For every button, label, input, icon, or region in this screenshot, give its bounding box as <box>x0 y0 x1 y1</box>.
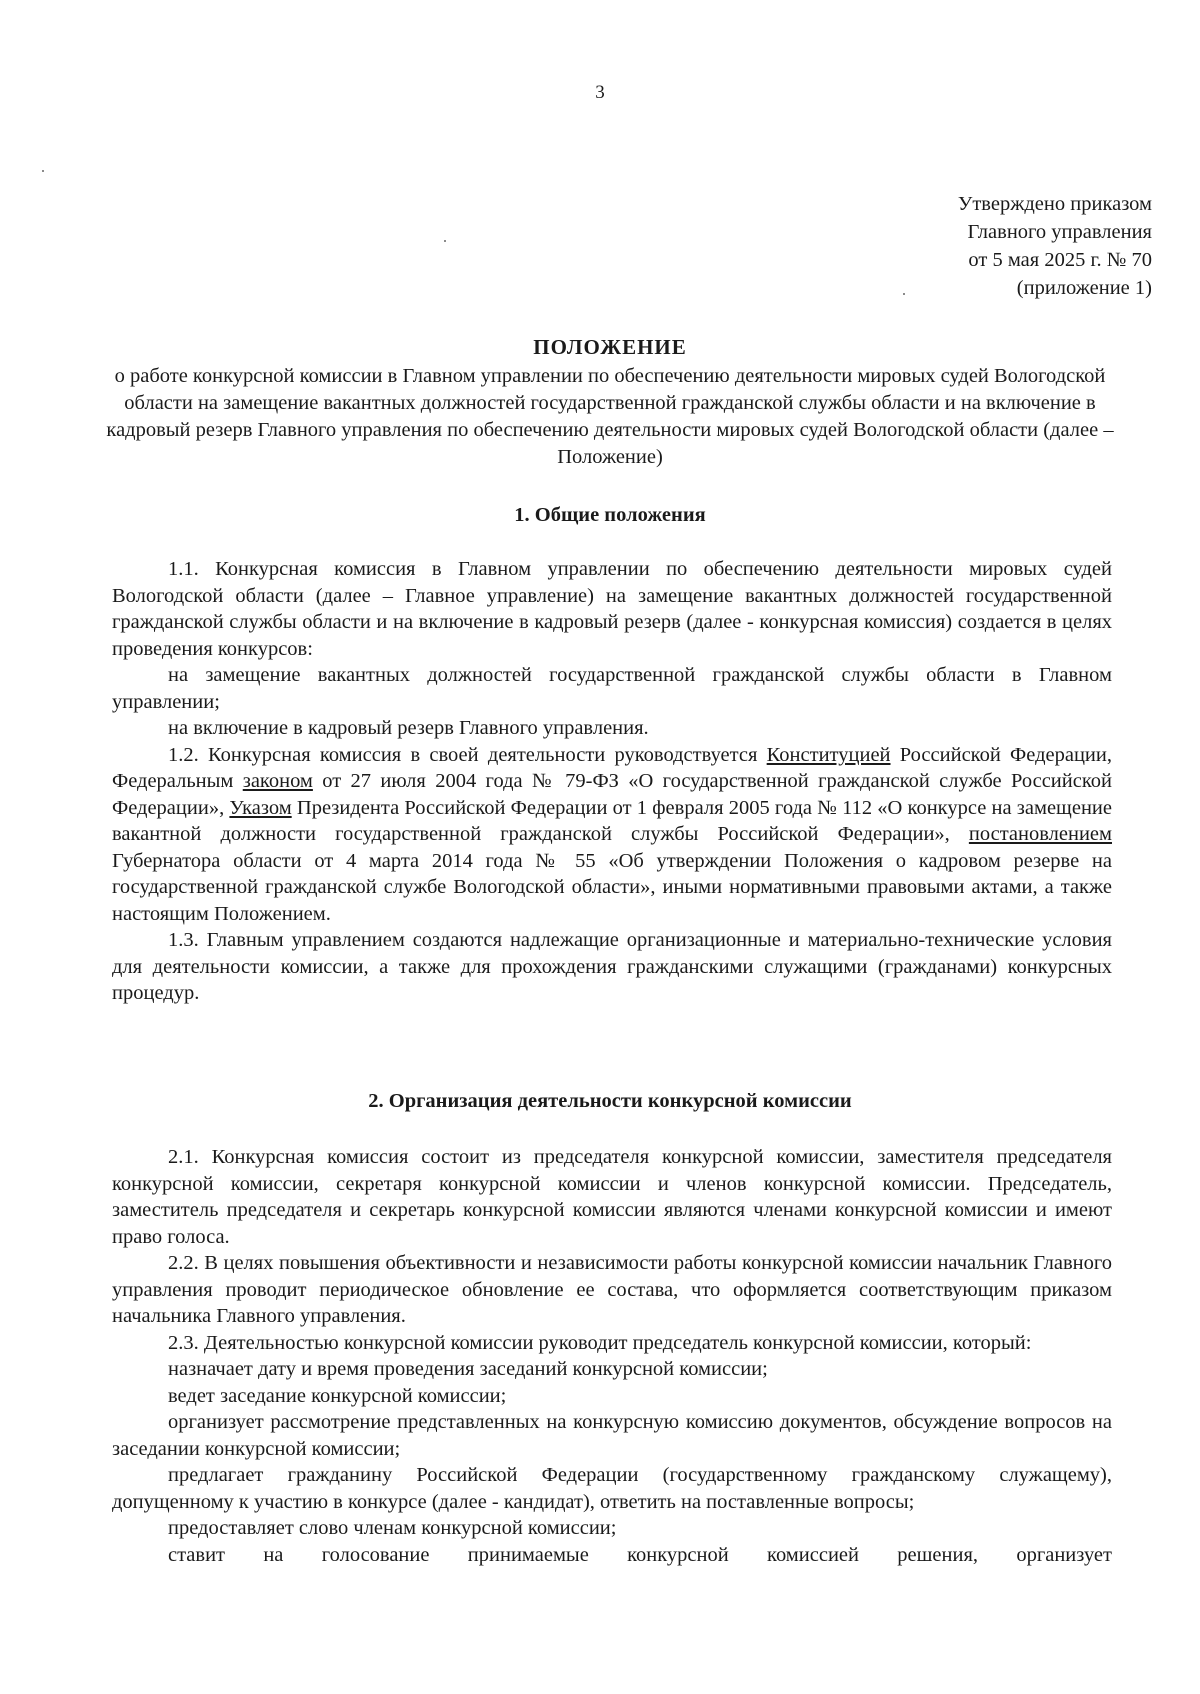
constitution-link[interactable]: Конституцией <box>766 743 891 766</box>
section-2-body <box>112 1144 1112 1568</box>
paragraph: предлагает гражданину Российской Федерации (государственному гражданскому служащему), допущенному к участию в конкурсе (далее - кандидат), ответить на поставленные вопросы; <box>112 1464 1112 1513</box>
paragraph: 2.1. Конкурсная комиссия состоит из председателя конкурсной комиссии, заместителя председателя конкурсной комиссии, секретаря конкурсной комиссии и членов конкурсной комиссии. Председатель, заместитель председателя и секретарь конкурсной комиссии являются членами конкурсной комиссии и имеют право голоса. <box>112 1146 1112 1248</box>
section-1-body <box>112 556 1112 1007</box>
paragraph: ставит на голосование принимаемые конкурсной комиссией решения, организует <box>168 1543 1112 1566</box>
document-title-block <box>105 333 1115 471</box>
paragraph: 2.2. В целях повышения объективности и независимости работы конкурсной комиссии начальник Главного управления проводит периодическое обновление ее состава, что оформляется соответствующим приказом начальника Главного управления. <box>112 1252 1112 1327</box>
scan-speck <box>444 240 446 242</box>
scan-speck <box>903 293 905 295</box>
approval-line: Главного управления <box>967 221 1152 243</box>
page-number: 3 <box>595 82 605 103</box>
document-subtitle: о работе конкурсной комиссии в Главном управлении по обеспечению деятельности мировых судей Вологодской области на замещение вакантных должностей государственной гражданской службы области и на включение в кадровый резерв Главного управления по обеспечению деятельности мировых судей Вологодской области (далее – Положение) <box>106 365 1114 468</box>
approval-stamp <box>958 190 1152 302</box>
paragraph: ведет заседание конкурсной комиссии; <box>168 1384 507 1407</box>
text-run: Российской Федерации, Федеральным <box>112 743 1113 792</box>
decree-link[interactable]: Указом <box>229 796 292 819</box>
section-heading: 2. Организация деятельности конкурсной комиссии <box>368 1090 852 1112</box>
paragraph: 2.3. Деятельностью конкурсной комиссии руководит председатель конкурсной комиссии, который: <box>168 1331 1032 1354</box>
paragraph: назначает дату и время проведения заседаний конкурсной комиссии; <box>168 1358 768 1380</box>
scan-speck <box>42 170 44 172</box>
paragraph: организует рассмотрение представленных на конкурсную комиссию документов, обсуждение вопросов на заседании конкурсной комиссии; <box>112 1411 1112 1460</box>
resolution-link[interactable]: постановлением <box>968 823 1112 845</box>
approval-line: (приложение 1) <box>1016 277 1152 299</box>
paragraph: 1.3. Главным управлением создаются надлежащие организационные и материально-технические условия для деятельности комиссии, а также для прохождения гражданскими служащими (гражданами) конкурсных процедур. <box>112 929 1112 1004</box>
paragraph <box>112 742 1112 928</box>
paragraph: 1.1. Конкурсная комиссия в Главном управлении по обеспечению деятельности мировых судей Вологодской области (далее – Главное управление) на замещение вакантных должностей государственной гражданской службы области и на включение в кадровый резерв (далее - конкурсная комиссия) создается в целях проведения конкурсов: <box>112 558 1112 660</box>
text-run: Президента Российской Федерации от 1 февраля 2005 года № 112 «О конкурсе на замещение вакантной должности государственной гражданской службы Российской Федерации», <box>112 796 1112 845</box>
paragraph: предоставляет слово членам конкурсной комиссии; <box>168 1517 617 1539</box>
approval-line: от 5 мая 2025 г. № 70 <box>968 249 1152 271</box>
document-title: ПОЛОЖЕНИЕ <box>533 335 687 359</box>
federal-law-link[interactable]: законом <box>242 770 313 792</box>
text-run: 1.2. Конкурсная комиссия в своей деятельности руководствуется <box>168 743 767 766</box>
section-heading: 1. Общие положения <box>514 504 706 526</box>
text-run: Губернатора области от 4 марта 2014 года № 55 «Об утверждении Положения о кадровом резерве на государственной гражданской службе Вологодской области», иными нормативными правовыми актами, а также настоящим Положением. <box>112 849 1112 925</box>
text-run: от 27 июля 2004 года № 79-ФЗ «О государственной гражданской службе Российской Федерации», <box>112 770 1112 819</box>
approval-line: Утверждено приказом <box>957 193 1152 215</box>
paragraph: на включение в кадровый резерв Главного управления. <box>168 717 649 739</box>
paragraph: на замещение вакантных должностей государственной гражданской службы области в Главном управлении; <box>112 664 1112 713</box>
